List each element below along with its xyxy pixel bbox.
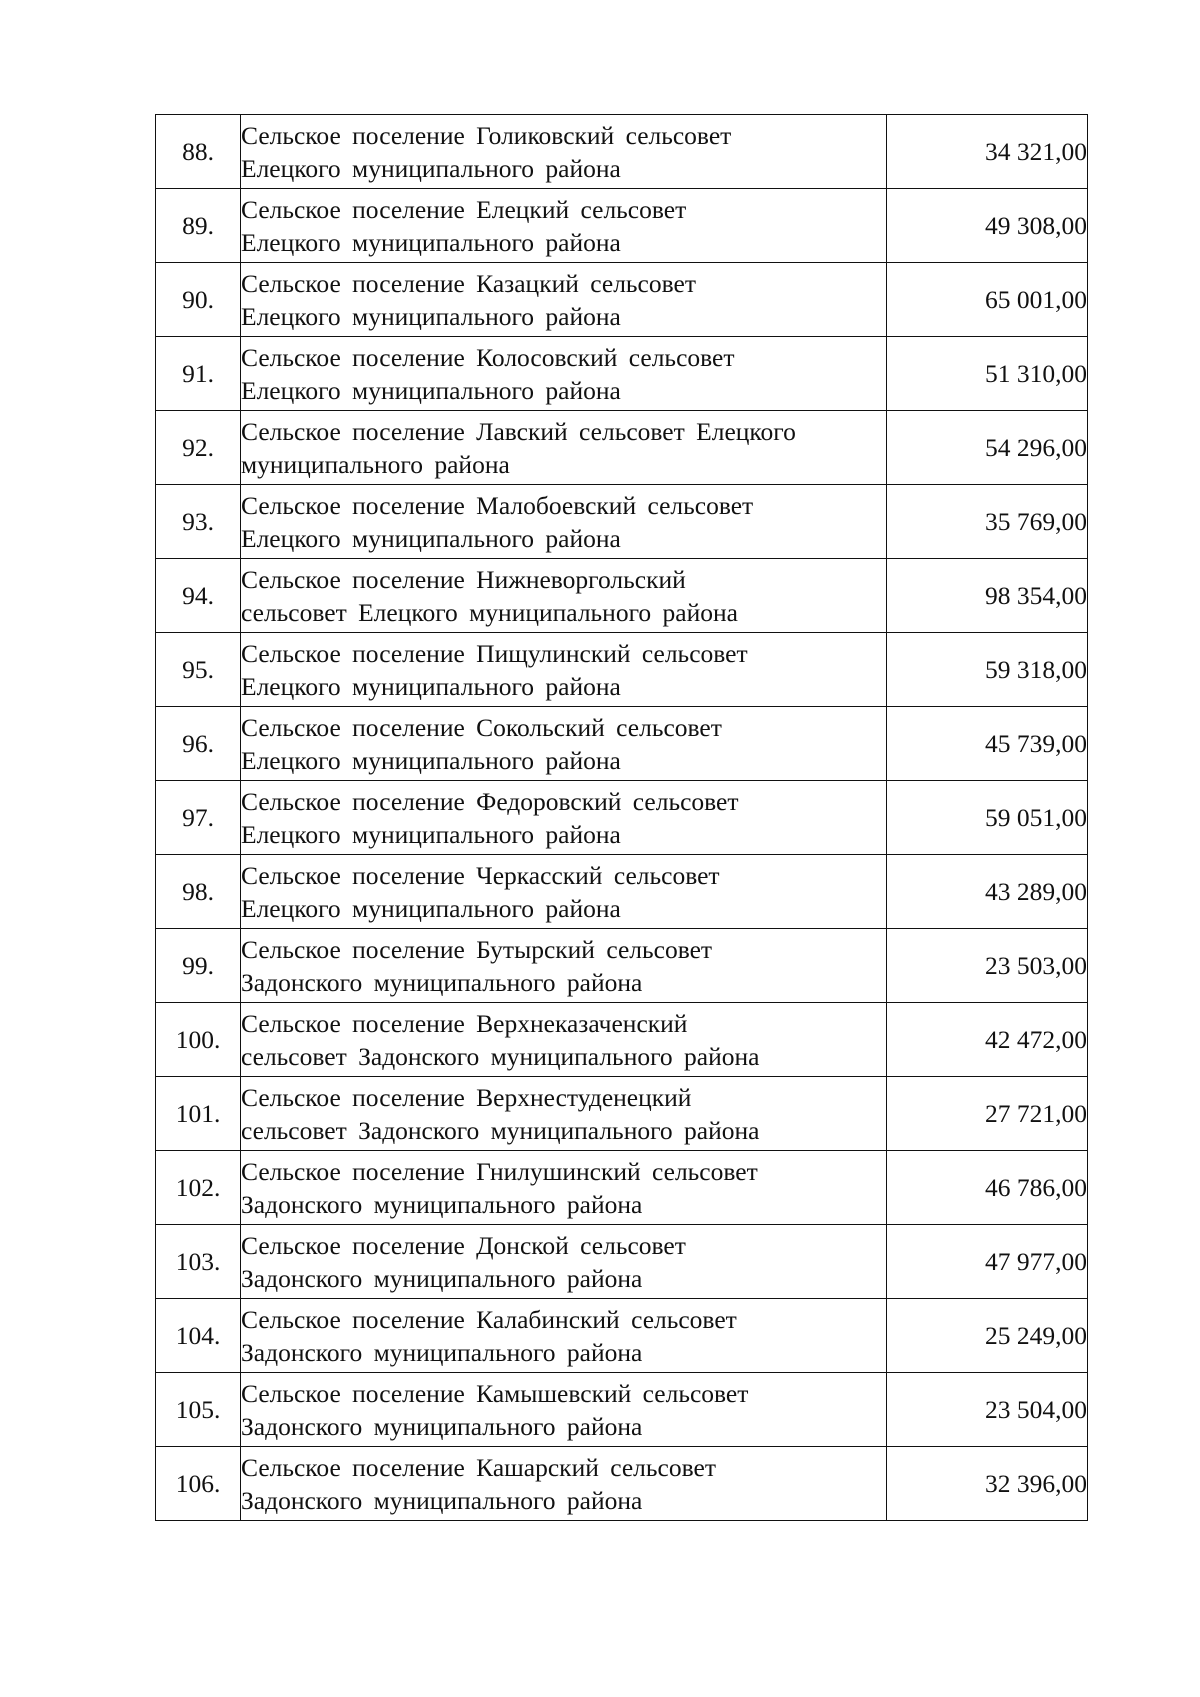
- settlement-name-line: Задонского муниципального района: [241, 1411, 643, 1441]
- table-row: [156, 855, 1088, 929]
- amount-value: 65 001,00: [887, 263, 1088, 337]
- settlement-name-line: Елецкого муниципального района: [241, 227, 621, 257]
- row-number: 105.: [156, 1373, 241, 1447]
- row-number: 98.: [156, 855, 241, 929]
- settlement-name: [241, 559, 887, 633]
- settlement-name: [241, 929, 887, 1003]
- row-number: 102.: [156, 1151, 241, 1225]
- settlement-name-line: Сельское поселение Камышевский сельсовет: [241, 1378, 749, 1408]
- settlement-name: [241, 1373, 887, 1447]
- table-row: [156, 1077, 1088, 1151]
- settlement-name-line: Задонского муниципального района: [241, 1485, 643, 1515]
- settlement-name-line: сельсовет Задонского муниципального района: [241, 1115, 760, 1145]
- settlement-name-line: Сельское поселение Елецкий сельсовет: [241, 194, 687, 224]
- row-number: 88.: [156, 115, 241, 189]
- amount-value: 43 289,00: [887, 855, 1088, 929]
- table-row: [156, 1299, 1088, 1373]
- settlement-name-line: Елецкого муниципального района: [241, 301, 621, 331]
- settlement-name: [241, 263, 887, 337]
- settlement-name-line: Сельское поселение Голиковский сельсовет: [241, 120, 732, 150]
- amount-value: 35 769,00: [887, 485, 1088, 559]
- row-number: 106.: [156, 1447, 241, 1521]
- settlement-name: [241, 1299, 887, 1373]
- amount-value: 27 721,00: [887, 1077, 1088, 1151]
- amount-value: 51 310,00: [887, 337, 1088, 411]
- table-row: [156, 1003, 1088, 1077]
- amount-value: 98 354,00: [887, 559, 1088, 633]
- amount-value: 23 503,00: [887, 929, 1088, 1003]
- table-row: [156, 559, 1088, 633]
- settlement-name-line: Сельское поселение Гнилушинский сельсовет: [241, 1156, 758, 1186]
- table-row: [156, 263, 1088, 337]
- settlement-name: [241, 115, 887, 189]
- row-number: 96.: [156, 707, 241, 781]
- settlement-name-line: Елецкого муниципального района: [241, 671, 621, 701]
- row-number: 93.: [156, 485, 241, 559]
- table-row: [156, 1225, 1088, 1299]
- settlement-name-line: Сельское поселение Верхнестуденецкий: [241, 1082, 692, 1112]
- amount-value: 59 318,00: [887, 633, 1088, 707]
- table-row: [156, 1151, 1088, 1225]
- amount-value: 59 051,00: [887, 781, 1088, 855]
- settlement-name-line: Сельское поселение Казацкий сельсовет: [241, 268, 696, 298]
- settlement-name: [241, 855, 887, 929]
- table-row: [156, 411, 1088, 485]
- settlement-name: [241, 633, 887, 707]
- settlement-name-line: Елецкого муниципального района: [241, 893, 621, 923]
- settlement-name-line: Сельское поселение Пищулинский сельсовет: [241, 638, 748, 668]
- table-row: [156, 115, 1088, 189]
- table-row: [156, 1373, 1088, 1447]
- settlement-name: [241, 707, 887, 781]
- settlement-name: [241, 1447, 887, 1521]
- settlement-name-line: Сельское поселение Малобоевский сельсовет: [241, 490, 754, 520]
- settlement-name-line: Елецкого муниципального района: [241, 523, 621, 553]
- amount-value: 46 786,00: [887, 1151, 1088, 1225]
- row-number: 91.: [156, 337, 241, 411]
- settlement-name: [241, 1077, 887, 1151]
- settlement-name-line: Сельское поселение Калабинский сельсовет: [241, 1304, 737, 1334]
- table-row: [156, 929, 1088, 1003]
- settlement-name-line: муниципального района: [241, 449, 510, 479]
- table-row: [156, 781, 1088, 855]
- settlement-name-line: Сельское поселение Колосовский сельсовет: [241, 342, 735, 372]
- table-row: [156, 1447, 1088, 1521]
- row-number: 100.: [156, 1003, 241, 1077]
- amount-value: 45 739,00: [887, 707, 1088, 781]
- settlement-name-line: Задонского муниципального района: [241, 1263, 643, 1293]
- settlement-name: [241, 1151, 887, 1225]
- row-number: 104.: [156, 1299, 241, 1373]
- settlement-name: [241, 1225, 887, 1299]
- amount-value: 42 472,00: [887, 1003, 1088, 1077]
- table-row: [156, 337, 1088, 411]
- settlement-name: [241, 337, 887, 411]
- table-body: [156, 115, 1088, 1521]
- settlement-name-line: Сельское поселение Донской сельсовет: [241, 1230, 686, 1260]
- settlement-name: [241, 1003, 887, 1077]
- row-number: 90.: [156, 263, 241, 337]
- amount-value: 47 977,00: [887, 1225, 1088, 1299]
- table-row: [156, 485, 1088, 559]
- settlement-name-line: Сельское поселение Черкасский сельсовет: [241, 860, 720, 890]
- settlement-name-line: Сельское поселение Кашарский сельсовет: [241, 1452, 716, 1482]
- settlement-name: [241, 485, 887, 559]
- settlement-name-line: сельсовет Задонского муниципального района: [241, 1041, 760, 1071]
- settlement-name-line: Сельское поселение Бутырский сельсовет: [241, 934, 713, 964]
- row-number: 101.: [156, 1077, 241, 1151]
- settlement-name-line: Елецкого муниципального района: [241, 745, 621, 775]
- row-number: 92.: [156, 411, 241, 485]
- row-number: 94.: [156, 559, 241, 633]
- settlement-name-line: сельсовет Елецкого муниципального района: [241, 597, 738, 627]
- row-number: 97.: [156, 781, 241, 855]
- settlement-name: [241, 411, 887, 485]
- allocation-table: [155, 114, 1088, 1521]
- amount-value: 32 396,00: [887, 1447, 1088, 1521]
- settlement-name-line: Елецкого муниципального района: [241, 153, 621, 183]
- settlement-name-line: Сельское поселение Верхнеказаченский: [241, 1008, 688, 1038]
- amount-value: 34 321,00: [887, 115, 1088, 189]
- settlement-name-line: Задонского муниципального района: [241, 967, 643, 997]
- settlement-name-line: Задонского муниципального района: [241, 1189, 643, 1219]
- settlement-name-line: Сельское поселение Лавский сельсовет Елецкого: [241, 416, 796, 446]
- settlement-name-line: Сельское поселение Сокольский сельсовет: [241, 712, 722, 742]
- amount-value: 54 296,00: [887, 411, 1088, 485]
- amount-value: 49 308,00: [887, 189, 1088, 263]
- table-row: [156, 707, 1088, 781]
- settlement-name-line: Сельское поселение Нижневоргольский: [241, 564, 686, 594]
- row-number: 95.: [156, 633, 241, 707]
- amount-value: 23 504,00: [887, 1373, 1088, 1447]
- settlement-name-line: Задонского муниципального района: [241, 1337, 643, 1367]
- row-number: 89.: [156, 189, 241, 263]
- table-row: [156, 633, 1088, 707]
- row-number: 99.: [156, 929, 241, 1003]
- row-number: 103.: [156, 1225, 241, 1299]
- settlement-name-line: Сельское поселение Федоровский сельсовет: [241, 786, 739, 816]
- settlement-name: [241, 189, 887, 263]
- settlement-name-line: Елецкого муниципального района: [241, 819, 621, 849]
- settlement-name: [241, 781, 887, 855]
- amount-value: 25 249,00: [887, 1299, 1088, 1373]
- table-row: [156, 189, 1088, 263]
- settlement-name-line: Елецкого муниципального района: [241, 375, 621, 405]
